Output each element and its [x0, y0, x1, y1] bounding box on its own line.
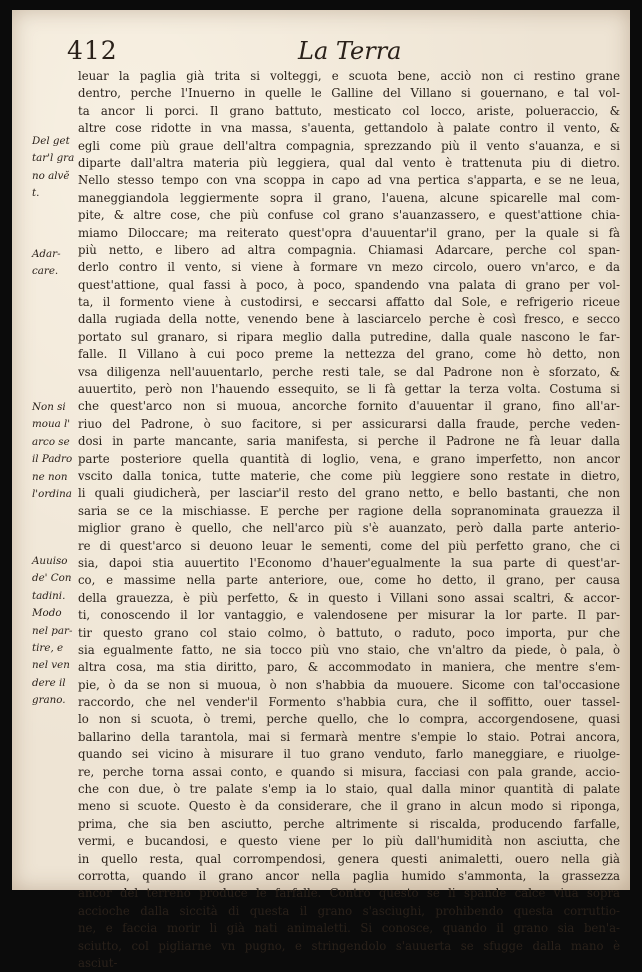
text-line: raccordo, che nel vender'il Formento s'habbia cura, che il soffitto, ouer tassel-	[78, 695, 620, 710]
text-line: meno si scuote. Questo è da considerare, che il grano in alcun modo si riponga,	[78, 799, 620, 814]
text-line: sia, dapoi stia auuertito l'Economo d'hauer'egualmente la sua parte di quest'ar-	[78, 555, 620, 570]
text-line: ballarino della tarantola, mai si fermarà mentre s'empie lo staio. Potrai ancora,	[78, 729, 620, 744]
text-line: li quali giudicherà, per lasciar'il resto del grano netto, e bello bastanti, che non	[78, 486, 620, 501]
text-line: corrotta, quando il grano ancor nella paglia humido s'ammonta, la grassezza	[78, 868, 620, 883]
text-line: della grauezza, è più perfetto, & in questo i Villani sono assai scaltri, & accor-	[78, 590, 620, 605]
text-line: saria se ce la mischiasse. E perche per ragione della sopranominata grauezza il	[78, 503, 620, 518]
text-line: co, e massime nella parte anteriore, oue, come ho detto, il grano, per causa	[78, 573, 620, 588]
margin-note-line: nel par-	[32, 624, 73, 637]
text-line: egli come più graue dell'altra compagnia, sprezzando più il vento s'auanza, e si	[78, 138, 620, 153]
text-line: leuar la paglia già trita si volteggi, e scuota bene, acciò non ci restino grane	[78, 69, 620, 83]
text-line: ti, conoscendo il lor vantaggio, e valendosene per misurar la lor parte. Il par-	[78, 608, 620, 623]
running-title: La Terra	[298, 37, 402, 65]
text-line: Nello stesso tempo con vna scoppa in capo ad vna pertica s'apparta, e se ne leua,	[78, 173, 620, 188]
text-line: dalla rugiada della notte, venendo bene à lasciarcelo perche è così fresco, e secco	[78, 312, 620, 327]
text-line: vscito dalla tonica, tutte materie, che come più leggiere sono restate in dietro,	[78, 468, 620, 483]
text-line: vsa diligenza nell'auuentarlo, perche resti tale, se dal Padrone non è sforzato, &	[78, 364, 620, 379]
margin-note-line: Adar-	[32, 248, 61, 260]
margin-note-adarcare	[32, 246, 82, 281]
margin-note-line: no alvĕ	[32, 169, 70, 182]
text-line: che quest'arco non si muoua, ancorche fornito d'auuentar il grano, fino all'ar-	[78, 399, 620, 414]
margin-note-line: nel ven	[32, 659, 70, 672]
text-line: ta ancor li porci. Il grano battuto, mesticato col locco, ariste, polueraccio, &	[78, 103, 620, 118]
margin-note-line: Modo	[32, 607, 62, 620]
text-line: re, perche torna assai conto, e quando si misura, facciasi con pala grande, accio-	[78, 764, 620, 779]
text-line: dentro, perche l'Inuerno in quelle le Galline del Villano si gouernano, e tal vol-	[78, 86, 620, 101]
text-line: diparte dall'altra materia più leggiera, qual dal vento è trattenuta piu di dietro.	[78, 155, 620, 170]
text-line: pie, ò da se non si muoua, ò non s'habbia da muouere. Sicome con tal'occasione	[78, 677, 620, 692]
text-line: quando sei vicino à misurare il tuo grano venduto, farlo maneggiare, e riuolge-	[78, 747, 620, 762]
text-line: re di quest'arco si deuono leuar le sementi, come del più perfetto grano, che ci	[78, 538, 620, 553]
text-line: sia egualmente fatto, ne sia tocco più vno staio, che vn'altro da piede, ò pala, ò	[78, 642, 620, 657]
margin-note-line: grano.	[32, 694, 66, 707]
text-line: lo non si scuota, ò tremi, perche quello, che lo compra, accorgendosene, quasi	[78, 712, 620, 727]
text-line: parte posteriore quella quantità di loglio, vena, e grano imperfetto, non ancor	[78, 451, 620, 466]
text-line: derlo contro il vento, si viene à formare vn mezo circolo, ouero vn'arco, e da	[78, 260, 620, 275]
margin-note-line: Auuiso	[32, 555, 68, 567]
page-header	[12, 10, 630, 70]
text-line: falle. Il Villano à cui poco preme la nettezza del grano, come hò detto, non	[78, 347, 620, 362]
margin-note-line: l'ordina	[32, 488, 72, 501]
text-line: ta, il formento viene à custodirsi, e seccarsi affatto dal Sole, e refrigerio riceue	[78, 295, 620, 310]
margin-note-line: Del get	[32, 135, 70, 147]
margin-note-line: tadini.	[32, 589, 66, 602]
text-line: maneggiandola leggiermente sopra il grano, l'auena, alcune spicarelle mal com-	[78, 190, 620, 205]
text-line: riuo del Padrone, ò suo facitore, si per assicurarsi dalla fraude, perche veden-	[78, 416, 620, 431]
margin-note-line: arco se	[32, 435, 70, 448]
margin-note-line: t.	[32, 187, 40, 200]
text-line: dosi in parte mancante, saria manifesta, si perche il Padrone ne fà leuar dalla	[78, 434, 620, 449]
text-line: accioche dalla siccità di questa il grano s'asciughi, prohibendo questa corruttio-	[78, 903, 620, 918]
text-line: prima, che sia ben asciutto, perche altrimente si riscalda, producendo farfalle,	[78, 816, 620, 831]
text-line: ne, e faccia morir li già nati animaletti. Si conosce, quando il grano sia ben'a-	[78, 921, 620, 936]
margin-note-arch	[32, 399, 82, 503]
text-line: tir questo grano col staio colmo, ò battuto, o raduto, poco importa, pur che	[78, 625, 620, 640]
margin-note-unloading	[32, 133, 82, 203]
text-line: altre cose ridotte in vna massa, s'auenta, gettandolo à palate contro il vento, &	[78, 121, 620, 136]
text-line: miamo Diloccare; ma reiterato quest'opra d'auuentar'il grano, per la quale si fà	[78, 225, 620, 240]
text-line: auuertito, però non l'hauendo essequito, se li fà gettar la terza volta. Costuma si	[78, 382, 620, 397]
margin-note-line: il Padro	[32, 453, 73, 466]
margin-note-line: care.	[32, 265, 59, 278]
text-line: che con due, ò tre palate s'emp ia lo staio, qual dalla minor quantità di palate	[78, 782, 620, 797]
body-text	[78, 68, 620, 972]
margin-note-line: tar'l gra	[32, 152, 75, 165]
margin-note-advice	[32, 553, 82, 710]
text-line: in quello resta, qual corrompendosi, genera questi animaletti, ouero nella già	[78, 851, 620, 866]
text-line: altra cosa, ma stia diritto, paro, & accommodato in maniera, che mentre s'em-	[78, 660, 620, 675]
text-line: vermi, e bucandosi, e questo viene per lo più dall'humidità non asciutta, che	[78, 834, 620, 849]
text-line: miglior grano è quello, che nell'arco più s'è auanzato, però dalla parte anterio-	[78, 521, 620, 536]
text-line: portato sul granaro, si ripara meglio dalla putredine, dalla quale nascono le far-	[78, 329, 620, 344]
margin-note-line: de' Con	[32, 572, 72, 585]
text-line: pite, & altre cose, che più confuse col grano s'auanzassero, e quest'attione chia-	[78, 208, 620, 223]
text-line: quest'attione, qual fassi à poco, à poco, spandendo vna palata di grano per vol-	[78, 277, 620, 292]
text-line: asciut-	[78, 955, 118, 970]
book-page	[12, 10, 630, 970]
margin-note-line: dere il	[32, 676, 66, 689]
margin-note-line: moua l'	[32, 418, 71, 431]
page-number: 412	[67, 36, 118, 65]
text-line: sciutto, col pigliarne vn pugno, e stringendolo s'auuerta se sfugge dalla mano è	[78, 938, 620, 953]
margin-note-line: tire, e	[32, 642, 64, 655]
text-line: più netto, e libero ad altra compagnia. Chiamasi Adarcare, perche col span-	[78, 242, 620, 257]
margin-note-line: ne non	[32, 470, 68, 483]
margin-note-line: Non si	[32, 401, 66, 413]
text-line: ancor del terreno produce le farfalle. Contro questo se li spande calce viua sopra	[78, 886, 620, 901]
